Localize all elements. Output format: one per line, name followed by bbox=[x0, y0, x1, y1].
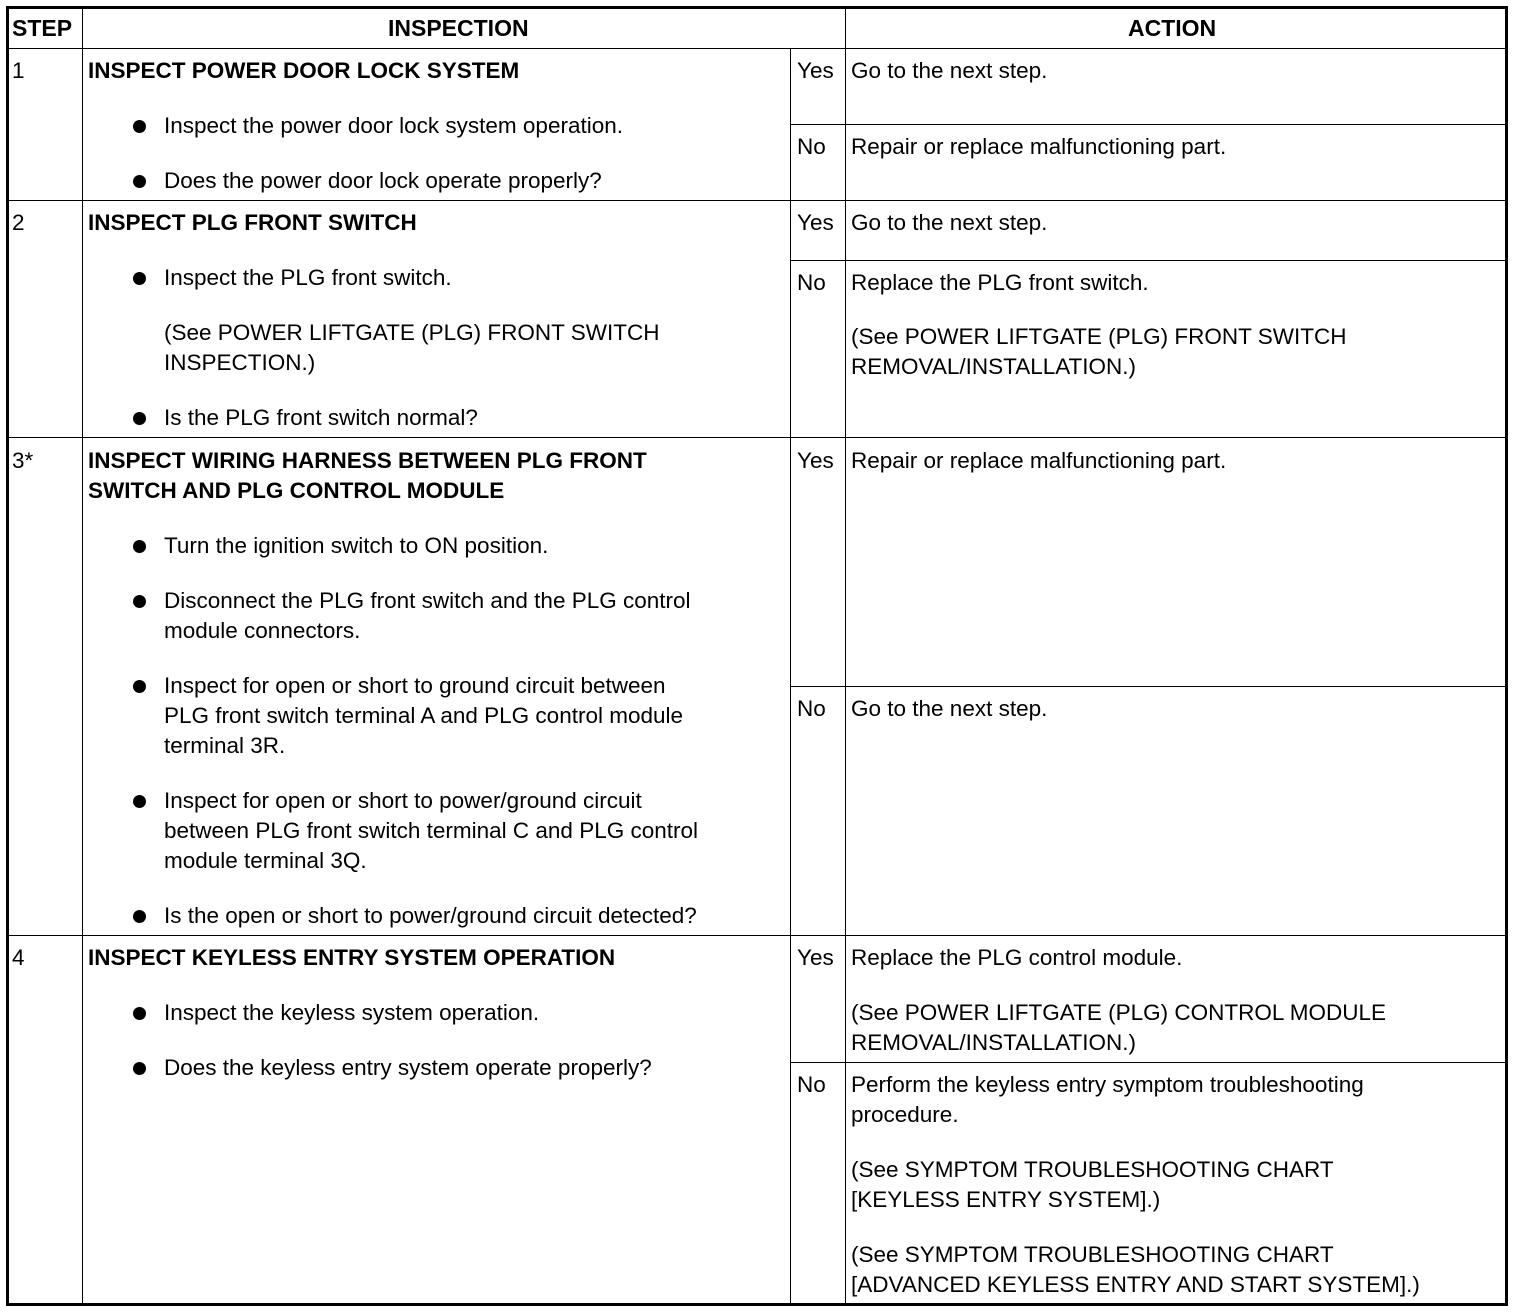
inspection-item: Does the keyless entry system operate properly? bbox=[164, 1055, 652, 1080]
yes-action: Repair or replace malfunctioning part. bbox=[851, 448, 1227, 473]
step-1-yes-no-divider bbox=[790, 124, 1508, 125]
step-number: 4 bbox=[12, 945, 25, 970]
inspection-item: Inspect the keyless system operation. bbox=[164, 1000, 540, 1025]
inspection-item: Is the PLG front switch normal? bbox=[164, 405, 478, 430]
header-action: ACTION bbox=[1128, 15, 1217, 41]
no-label: No bbox=[797, 696, 826, 721]
troubleshooting-table bbox=[6, 6, 1508, 1306]
bullet-icon bbox=[133, 795, 146, 808]
step-title: INSPECT PLG FRONT SWITCH bbox=[88, 210, 417, 235]
inspection-item: Inspect for open or short to power/ground circuit bbox=[164, 788, 642, 813]
inspection-item: Inspect the PLG front switch. bbox=[164, 265, 452, 290]
inspection-item: Turn the ignition switch to ON position. bbox=[164, 533, 549, 558]
action-note: REMOVAL/INSTALLATION.) bbox=[851, 354, 1137, 379]
action-note: REMOVAL/INSTALLATION.) bbox=[851, 1030, 1137, 1055]
column-divider-step bbox=[82, 6, 83, 1306]
table-border-right bbox=[1505, 6, 1508, 1306]
step-2-yes-no-divider bbox=[790, 260, 1508, 261]
no-action: Go to the next step. bbox=[851, 696, 1048, 721]
step-2-divider bbox=[6, 437, 1508, 438]
bullet-icon bbox=[133, 1062, 146, 1075]
no-action: Repair or replace malfunctioning part. bbox=[851, 134, 1227, 159]
step-number: 1 bbox=[12, 58, 25, 83]
inspection-item: Inspect the power door lock system operation. bbox=[164, 113, 623, 138]
step-title: INSPECT KEYLESS ENTRY SYSTEM OPERATION bbox=[88, 945, 616, 970]
step-1-divider bbox=[6, 200, 1508, 201]
step-number: 2 bbox=[12, 210, 25, 235]
step-4-yes-no-divider bbox=[790, 1062, 1508, 1063]
step-title: INSPECT POWER DOOR LOCK SYSTEM bbox=[88, 58, 520, 83]
bullet-icon bbox=[133, 910, 146, 923]
no-label: No bbox=[797, 270, 826, 295]
action-note: (See POWER LIFTGATE (PLG) FRONT SWITCH bbox=[851, 324, 1347, 349]
step-title: SWITCH AND PLG CONTROL MODULE bbox=[88, 478, 505, 503]
no-label: No bbox=[797, 134, 826, 159]
step-3-yes-no-divider bbox=[790, 686, 1508, 687]
column-divider-action bbox=[845, 6, 846, 1306]
table-border-left bbox=[6, 6, 9, 1306]
step-3-divider bbox=[6, 935, 1508, 936]
inspection-note: INSPECTION.) bbox=[164, 350, 316, 375]
column-divider-yesno bbox=[790, 48, 791, 1306]
bullet-icon bbox=[133, 540, 146, 553]
table-border-bottom bbox=[6, 1303, 1508, 1306]
bullet-icon bbox=[133, 680, 146, 693]
inspection-item: terminal 3R. bbox=[164, 733, 286, 758]
bullet-icon bbox=[133, 120, 146, 133]
inspection-item: Is the open or short to power/ground circuit detected? bbox=[164, 903, 697, 928]
inspection-item: Disconnect the PLG front switch and the PLG control bbox=[164, 588, 691, 613]
bullet-icon bbox=[133, 1007, 146, 1020]
table-border-top bbox=[6, 6, 1508, 9]
no-label: No bbox=[797, 1072, 826, 1097]
action-note: (See SYMPTOM TROUBLESHOOTING CHART bbox=[851, 1157, 1334, 1182]
inspection-item: between PLG front switch terminal C and PLG control bbox=[164, 818, 699, 843]
action-note: [ADVANCED KEYLESS ENTRY AND START SYSTEM].) bbox=[851, 1272, 1420, 1297]
bullet-icon bbox=[133, 412, 146, 425]
yes-action: Replace the PLG control module. bbox=[851, 945, 1183, 970]
header-divider bbox=[6, 48, 1508, 49]
no-action: Perform the keyless entry symptom troubleshooting bbox=[851, 1072, 1364, 1097]
inspection-note: (See POWER LIFTGATE (PLG) FRONT SWITCH bbox=[164, 320, 660, 345]
yes-action: Go to the next step. bbox=[851, 210, 1048, 235]
step-number: 3* bbox=[12, 448, 34, 473]
step-title: INSPECT WIRING HARNESS BETWEEN PLG FRONT bbox=[88, 448, 647, 473]
header-inspection: INSPECTION bbox=[388, 15, 529, 41]
inspection-item: Does the power door lock operate properly? bbox=[164, 168, 602, 193]
inspection-item: module terminal 3Q. bbox=[164, 848, 367, 873]
bullet-icon bbox=[133, 175, 146, 188]
bullet-icon bbox=[133, 272, 146, 285]
inspection-item: module connectors. bbox=[164, 618, 361, 643]
inspection-item: Inspect for open or short to ground circuit between bbox=[164, 673, 666, 698]
action-note: (See POWER LIFTGATE (PLG) CONTROL MODULE bbox=[851, 1000, 1387, 1025]
yes-label: Yes bbox=[797, 945, 834, 970]
bullet-icon bbox=[133, 595, 146, 608]
action-note: (See SYMPTOM TROUBLESHOOTING CHART bbox=[851, 1242, 1334, 1267]
yes-label: Yes bbox=[797, 58, 834, 83]
yes-action: Go to the next step. bbox=[851, 58, 1048, 83]
yes-label: Yes bbox=[797, 448, 834, 473]
action-note: [KEYLESS ENTRY SYSTEM].) bbox=[851, 1187, 1161, 1212]
header-step: STEP bbox=[12, 15, 73, 41]
no-action: procedure. bbox=[851, 1102, 959, 1127]
inspection-item: PLG front switch terminal A and PLG control module bbox=[164, 703, 684, 728]
no-action: Replace the PLG front switch. bbox=[851, 270, 1149, 295]
yes-label: Yes bbox=[797, 210, 834, 235]
